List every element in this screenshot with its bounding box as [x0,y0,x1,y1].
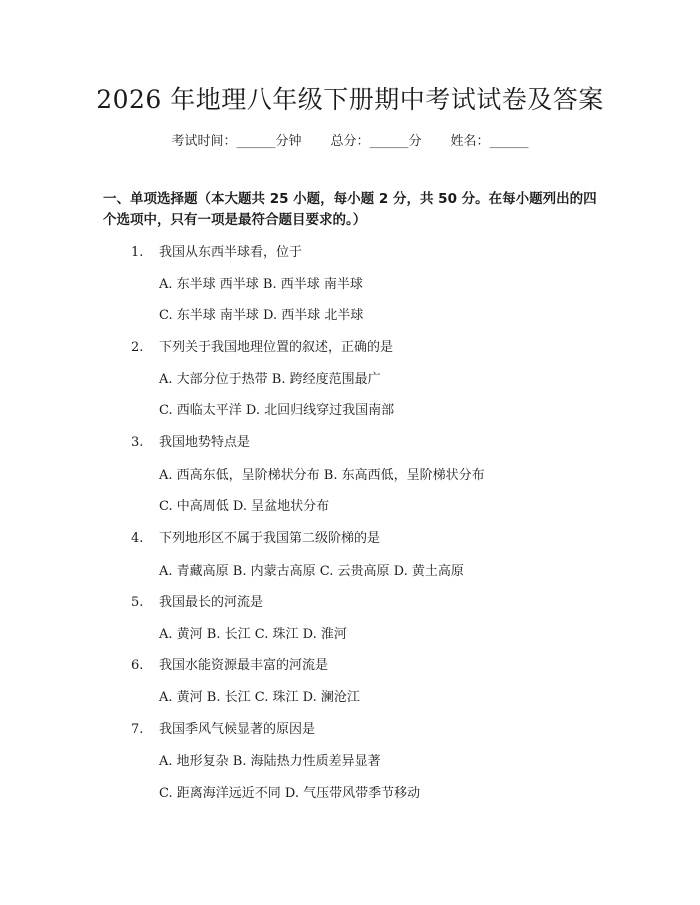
question-7-options-line-1: A. 地形复杂 B. 海陆热力性质差异显著 [159,754,381,769]
question-1 [131,243,302,263]
question-text: 我国地势特点是 [159,435,251,450]
question-number: 2. [131,340,144,355]
question-number: 3. [131,435,144,450]
question-text: 下列关于我国地理位置的叙述，正确的是 [159,340,394,355]
page-title: 2026 年地理八年级下册期中考试试卷及答案 [96,85,604,114]
question-2-options-line-1: A. 大部分位于热带 B. 跨经度范围最广 [159,372,381,387]
question-5 [131,593,263,613]
exam-time-label: 考试时间：______分钟 [171,134,302,149]
question-6-options-line-1: A. 黄河 B. 长江 C. 珠江 D. 澜沧江 [159,690,360,705]
question-3-options-line-1: A. 西高东低，呈阶梯状分布 B. 东高西低，呈阶梯状分布 [159,468,485,483]
question-4 [131,529,380,549]
question-number: 7. [131,722,144,737]
question-6 [131,656,328,676]
question-1-options-line-1: A. 东半球 西半球 B. 西半球 南半球 [159,277,363,292]
student-name-label: 姓名：______ [450,134,529,149]
total-score-label: 总分：______分 [330,134,422,149]
question-number: 6. [131,658,144,673]
question-3 [131,433,250,453]
question-number: 5. [131,595,144,610]
question-7-options-line-2: C. 距离海洋远近不同 D. 气压带风带季节移动 [159,786,421,801]
question-text: 我国最长的河流是 [159,595,264,610]
question-2 [131,338,393,358]
question-text: 我国季风气候显著的原因是 [159,722,316,737]
question-5-options-line-1: A. 黄河 B. 长江 C. 珠江 D. 淮河 [159,627,347,642]
question-1-options-line-2: C. 东半球 南半球 D. 西半球 北半球 [159,308,364,323]
exam-meta [0,132,700,152]
question-text: 我国水能资源最丰富的河流是 [159,658,329,673]
question-3-options-line-2: C. 中高周低 D. 呈盆地状分布 [159,499,330,514]
question-2-options-line-2: C. 西临太平洋 D. 北回归线穿过我国南部 [159,403,395,418]
question-7 [131,720,315,740]
question-text: 下列地形区不属于我国第二级阶梯的是 [159,531,381,546]
section-heading: 一、单项选择题（本大题共 25 小题，每小题 2 分，共 50 分。在每小题列出的四个选项中，只有一项是最符合题目要求的。） [103,191,597,228]
question-4-options-line-1: A. 青藏高原 B. 内蒙古高原 C. 云贵高原 D. 黄土高原 [159,564,464,579]
question-number: 4. [131,531,144,546]
question-number: 1. [131,245,144,260]
question-text: 我国从东西半球看，位于 [159,245,303,260]
